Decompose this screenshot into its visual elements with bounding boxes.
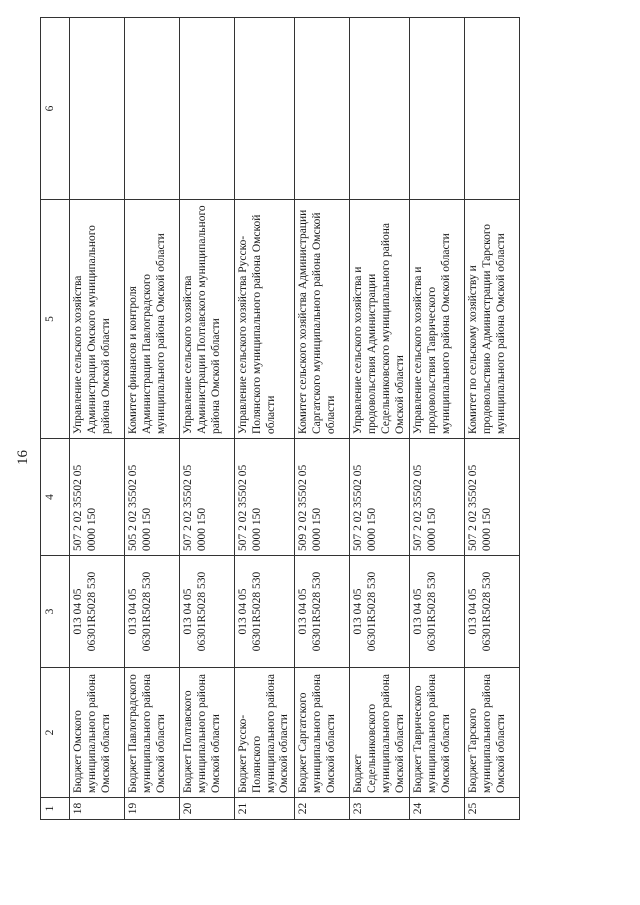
column-6-cell bbox=[180, 18, 235, 200]
budget-classification-code: 013 04 05 06301R5028 530 bbox=[295, 556, 350, 668]
administrator-name: Управление сельского хозяйства и продовольствия Администрации Седельниковского муниципального района Омской области bbox=[350, 200, 410, 439]
budget-classification-code: 013 04 05 06301R5028 530 bbox=[235, 556, 295, 668]
row-number: 20 bbox=[180, 798, 235, 820]
column-6-cell bbox=[410, 18, 465, 200]
column-6-cell bbox=[465, 18, 520, 200]
revenue-code: 507 2 02 35502 05 0000 150 bbox=[70, 439, 125, 556]
table-row bbox=[350, 18, 410, 820]
revenue-code: 505 2 02 35502 05 0000 150 bbox=[125, 439, 180, 556]
budget-classification-code: 013 04 05 06301R5028 530 bbox=[125, 556, 180, 668]
row-number: 21 bbox=[235, 798, 295, 820]
administrator-name: Управление сельского хозяйства Администрации Омского муниципального района Омской области bbox=[70, 200, 125, 439]
administrator-name: Управление сельского хозяйства Русско-Полянского муниципального района Омской области bbox=[235, 200, 295, 439]
row-number: 25 bbox=[465, 798, 520, 820]
page-number: 16 bbox=[15, 450, 31, 465]
revenue-code: 507 2 02 35502 05 0000 150 bbox=[350, 439, 410, 556]
row-number: 18 bbox=[70, 798, 125, 820]
table-row bbox=[465, 18, 520, 820]
table-row bbox=[125, 18, 180, 820]
administrator-name: Комитет по сельскому хозяйству и продовольствию Администрации Тарского муниципального района Омской области bbox=[465, 200, 520, 439]
header-cell: 5 bbox=[41, 200, 70, 439]
budget-classification-code: 013 04 05 06301R5028 530 bbox=[180, 556, 235, 668]
budget-name: Бюджет Павлоградского муниципального района Омской области bbox=[125, 668, 180, 798]
column-6-cell bbox=[350, 18, 410, 200]
column-6-cell bbox=[70, 18, 125, 200]
column-6-cell bbox=[235, 18, 295, 200]
header-cell: 4 bbox=[41, 439, 70, 556]
row-number: 22 bbox=[295, 798, 350, 820]
revenue-code: 507 2 02 35502 05 0000 150 bbox=[465, 439, 520, 556]
row-number: 24 bbox=[410, 798, 465, 820]
administrator-name: Управление сельского хозяйства и продовольствия Таврического муниципального района Омской области bbox=[410, 200, 465, 439]
administrator-name: Управление сельского хозяйства Администрации Полтавского муниципального района Омской области bbox=[180, 200, 235, 439]
budget-name: Бюджет Русско-Полянского муниципального района Омской области bbox=[235, 668, 295, 798]
table-row bbox=[295, 18, 350, 820]
budget-name: Бюджет Тарского муниципального района Омской области bbox=[465, 668, 520, 798]
budget-table bbox=[40, 17, 520, 820]
revenue-code: 507 2 02 35502 05 0000 150 bbox=[235, 439, 295, 556]
budget-name: Бюджет Седельниковского муниципального района Омской области bbox=[350, 668, 410, 798]
row-number: 23 bbox=[350, 798, 410, 820]
table-row bbox=[180, 18, 235, 820]
column-6-cell bbox=[295, 18, 350, 200]
header-cell: 6 bbox=[41, 18, 70, 200]
budget-name: Бюджет Омского муниципального района Омской области bbox=[70, 668, 125, 798]
row-number: 19 bbox=[125, 798, 180, 820]
revenue-code: 507 2 02 35502 05 0000 150 bbox=[410, 439, 465, 556]
table-row bbox=[410, 18, 465, 820]
administrator-name: Комитет финансов и контроля Администрации Павлоградского муниципального района Омской области bbox=[125, 200, 180, 439]
budget-classification-code: 013 04 05 06301R5028 530 bbox=[70, 556, 125, 668]
column-6-cell bbox=[125, 18, 180, 200]
budget-classification-code: 013 04 05 06301R5028 530 bbox=[350, 556, 410, 668]
table-row bbox=[235, 18, 295, 820]
table-row bbox=[70, 18, 125, 820]
administrator-name: Комитет сельского хозяйства Администрации Саргатского муниципального района Омской области bbox=[295, 200, 350, 439]
revenue-code: 509 2 02 35502 05 0000 150 bbox=[295, 439, 350, 556]
budget-classification-code: 013 04 05 06301R5028 530 bbox=[465, 556, 520, 668]
budget-name: Бюджет Полтавского муниципального района Омской области bbox=[180, 668, 235, 798]
budget-classification-code: 013 04 05 06301R5028 530 bbox=[410, 556, 465, 668]
budget-name: Бюджет Таврического муниципального района Омской области bbox=[410, 668, 465, 798]
revenue-code: 507 2 02 35502 05 0000 150 bbox=[180, 439, 235, 556]
header-cell: 1 bbox=[41, 798, 70, 820]
table-header-row bbox=[41, 18, 70, 820]
header-cell: 3 bbox=[41, 556, 70, 668]
header-cell: 2 bbox=[41, 668, 70, 798]
budget-name: Бюджет Саргатского муниципального района Омской области bbox=[295, 668, 350, 798]
